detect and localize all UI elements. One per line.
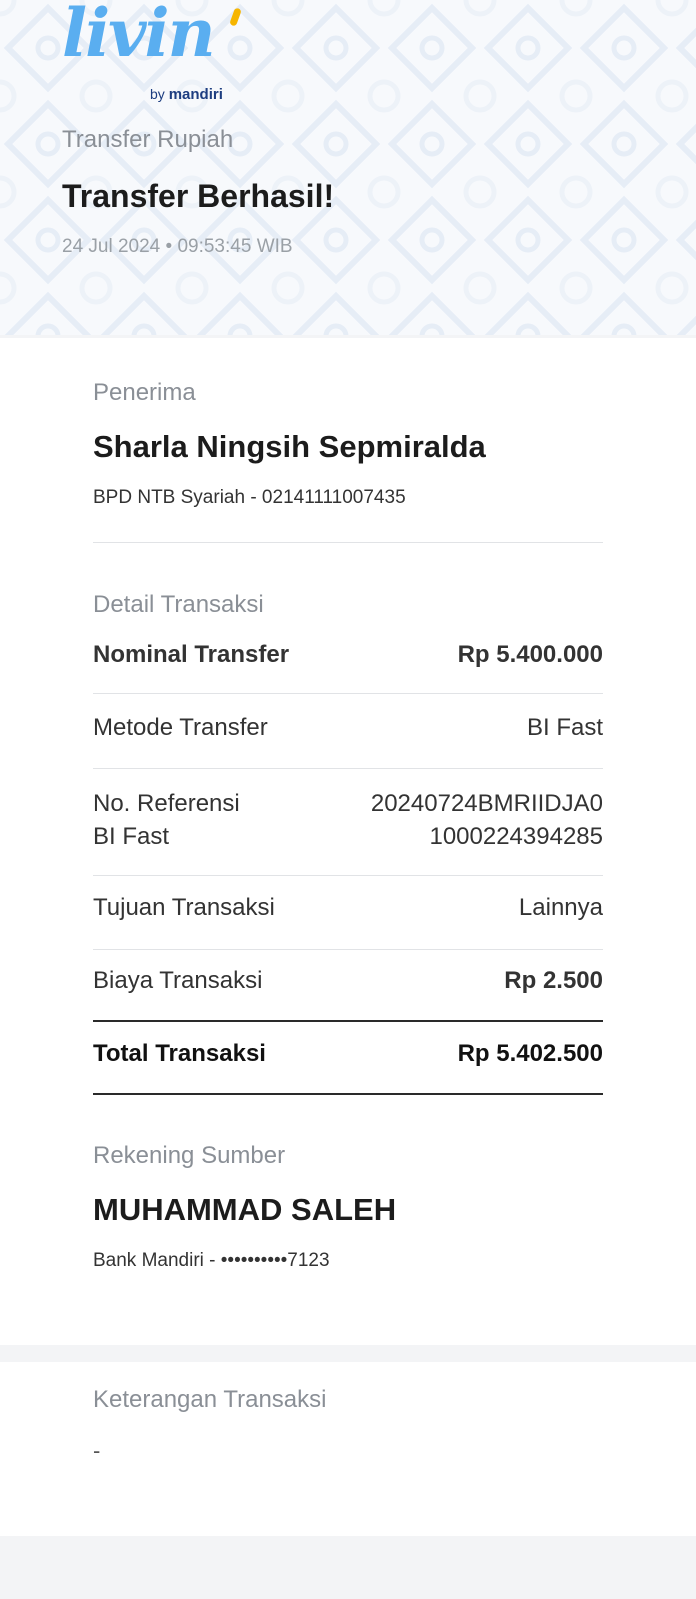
source-account-name: MUHAMMAD SALEH	[93, 1192, 397, 1227]
source-bank-info: Bank Mandiri - ••••••••••7123	[93, 1250, 330, 1271]
purpose-label: Tujuan Transaksi	[93, 894, 275, 921]
divider	[93, 875, 603, 876]
logo-by-mandiri: by mandiri	[150, 86, 223, 103]
total-row	[93, 1040, 603, 1068]
notes-card	[0, 1362, 696, 1536]
transaction-type: Transfer Rupiah	[62, 126, 234, 153]
logo-wordmark: livin	[62, 0, 214, 72]
total-value: Rp 5.402.500	[457, 1040, 603, 1067]
logo-accent-mark	[229, 7, 242, 26]
total-label: Total Transaksi	[93, 1040, 266, 1067]
reference-row	[93, 787, 603, 853]
fee-label: Biaya Transaksi	[93, 967, 263, 994]
receipt-header	[0, 0, 696, 335]
divider	[93, 949, 603, 950]
livin-logo	[62, 0, 252, 110]
divider	[93, 768, 603, 769]
recipient-name: Sharla Ningsih Sepmiralda	[93, 429, 486, 464]
divider	[93, 693, 603, 694]
nominal-row	[93, 641, 603, 669]
total-divider-bottom	[93, 1093, 603, 1095]
total-divider-top	[93, 1020, 603, 1022]
notes-value: -	[93, 1438, 101, 1463]
transaction-datetime: 24 Jul 2024 • 09:53:45 WIB	[62, 236, 293, 257]
details-label: Detail Transaksi	[93, 591, 264, 618]
method-label: Metode Transfer	[93, 714, 268, 741]
purpose-row	[93, 894, 603, 922]
nominal-value: Rp 5.400.000	[457, 641, 603, 668]
fee-value: Rp 2.500	[504, 967, 603, 994]
source-label: Rekening Sumber	[93, 1142, 286, 1169]
method-row	[93, 714, 603, 742]
fee-row	[93, 967, 603, 995]
recipient-bank-info: BPD NTB Syariah - 02141111007435	[93, 487, 406, 508]
page-title: Transfer Berhasil!	[62, 178, 335, 214]
method-value: BI Fast	[526, 714, 603, 741]
reference-value: 20240724BMRIIDJA0 1000224394285	[370, 790, 603, 850]
notes-label: Keterangan Transaksi	[93, 1386, 327, 1413]
transaction-card	[0, 338, 696, 1345]
nominal-label: Nominal Transfer	[93, 641, 290, 668]
purpose-value: Lainnya	[518, 894, 603, 921]
divider	[93, 542, 603, 543]
recipient-label: Penerima	[93, 379, 196, 406]
reference-label: No. Referensi BI Fast	[93, 790, 240, 850]
